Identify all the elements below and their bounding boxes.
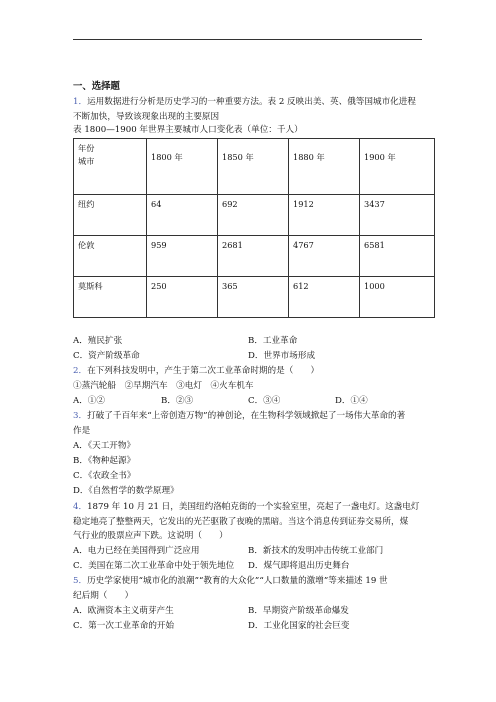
q2-option-a: A．①② — [73, 396, 105, 406]
q5-text-line2: 纪后期（ ） — [73, 591, 134, 601]
q3-option-a: A．《天工开物》 — [73, 441, 136, 451]
table-header-row — [74, 139, 435, 195]
q1-text-line1: 运用数据进行分析是历史学习的一种重要方法。表 2 反映出美、英、俄等国城市化进程 — [87, 97, 416, 107]
table-cell: 959 — [147, 236, 218, 277]
table-cell: 692 — [218, 195, 289, 236]
table-corner-cell — [74, 139, 147, 195]
q1-number: 1． — [73, 97, 88, 107]
table-cell: 1912 — [289, 195, 360, 236]
q4-options-row2 — [0, 560, 496, 572]
q4-option-d: D．煤气即将退出历史舞台 — [248, 561, 350, 571]
corner-label-year: 年份 — [78, 143, 95, 153]
table-header-cell: 1850 年 — [218, 139, 289, 195]
q3-option-d: D．《自然哲学的数学原理》 — [73, 486, 179, 496]
table-cell: 612 — [289, 277, 360, 318]
table-header-cell: 1900 年 — [360, 139, 435, 195]
q1-table-caption: 表 1800—1900 年世界主要城市人口变化表（单位：千人） — [73, 125, 303, 135]
q4-option-c: C．美国在第二次工业革命中处于领先地位 — [73, 561, 235, 571]
q3-option-b: B．《物种起源》 — [73, 456, 136, 466]
q2-option-b: B．②③ — [161, 396, 194, 406]
q4-options-row1 — [0, 545, 496, 557]
q1-option-a: A．殖民扩张 — [73, 336, 123, 346]
q4-text-line2: 稳定地亮了整整两天，它发出的光芒驱散了夜晚的黑暗。当这个消息传到证券交易所，煤 — [73, 517, 409, 527]
section-title: 一、选择题 — [73, 81, 120, 92]
q1-option-d: D．世界市场形成 — [248, 351, 316, 361]
table-cell: 1000 — [360, 277, 435, 318]
q4-line1 — [73, 501, 419, 513]
table-cell: 250 — [147, 277, 218, 318]
table-header-cell: 1880 年 — [289, 139, 360, 195]
table-row — [74, 195, 435, 236]
header-rule — [73, 39, 422, 40]
q2-options-row — [0, 395, 496, 407]
q5-option-a: A．欧洲资本主义萌芽产生 — [73, 606, 174, 616]
q5-line1 — [73, 575, 388, 587]
table-cell: 3437 — [360, 195, 435, 236]
q3-number: 3． — [73, 411, 88, 421]
q4-number: 4． — [73, 502, 88, 512]
q1-option-b: B．工业革命 — [248, 336, 298, 346]
table-header-cell: 1800 年 — [147, 139, 218, 195]
q2-option-d: D．①④ — [335, 396, 368, 406]
q5-text-line1: 历史学家使用“城市化的浪潮”“教育的大众化”“人口数量的激增”等来描述 19 世 — [87, 576, 388, 586]
q4-option-a: A．电力已经在美国得到广泛应用 — [73, 546, 200, 556]
q1-options-row2 — [0, 350, 496, 362]
corner-label-city: 城市 — [78, 156, 95, 166]
q4-text-line3: 气行业的股票应声下跌。这说明（ ） — [73, 531, 228, 541]
q2-items: ①蒸汽轮船 ②早期汽车 ③电灯 ④火车机车 — [73, 381, 254, 391]
table-cell: 2681 — [218, 236, 289, 277]
q5-options-row2 — [0, 620, 496, 632]
q3-text-line2: 作是 — [73, 426, 91, 436]
q1-options-row1 — [0, 335, 496, 347]
table-city-cell: 伦敦 — [74, 236, 147, 277]
q5-option-c: C．第一次工业革命的开始 — [73, 621, 175, 631]
q1-line1 — [73, 96, 416, 108]
q5-options-row1 — [0, 605, 496, 617]
q3-option-c: C．《农政全书》 — [73, 471, 136, 481]
q2-number: 2． — [73, 366, 88, 376]
q5-number: 5． — [73, 576, 88, 586]
table-cell: 64 — [147, 195, 218, 236]
q4-option-b: B．新技术的发明冲击传统工业部门 — [248, 546, 384, 556]
q1-option-c: C．资产阶级革命 — [73, 351, 140, 361]
table-row — [74, 277, 435, 318]
q2-text: 在下列科技发明中，产生于第二次工业革命时期的是（ ） — [87, 366, 320, 376]
table-city-cell: 纽约 — [74, 195, 147, 236]
table-city-cell: 莫斯科 — [74, 277, 147, 318]
table-cell: 6581 — [360, 236, 435, 277]
q4-text-line1: 1879 年 10 月 21 日，美国纽约洛帕克街的一个实验室里，亮起了一盏电灯。这盏电灯 — [87, 502, 420, 512]
q1-text-line2: 不断加快，导致该现象出现的主要原因 — [73, 112, 220, 122]
table-row — [74, 236, 435, 277]
population-table — [73, 138, 435, 318]
q3-line1 — [73, 410, 405, 422]
table-cell: 4767 — [289, 236, 360, 277]
q2-option-c: C．③④ — [248, 396, 281, 406]
q3-text-line1: 打破了千百年来“上帝创造万物”的神创论，在生物科学领域掀起了一场伟大革命的著 — [87, 411, 406, 421]
q5-option-d: D．工业化国家的社会巨变 — [248, 621, 350, 631]
q2-line — [73, 365, 319, 377]
table-cell: 365 — [218, 277, 289, 318]
q5-option-b: B．早期资产阶级革命爆发 — [248, 606, 349, 616]
